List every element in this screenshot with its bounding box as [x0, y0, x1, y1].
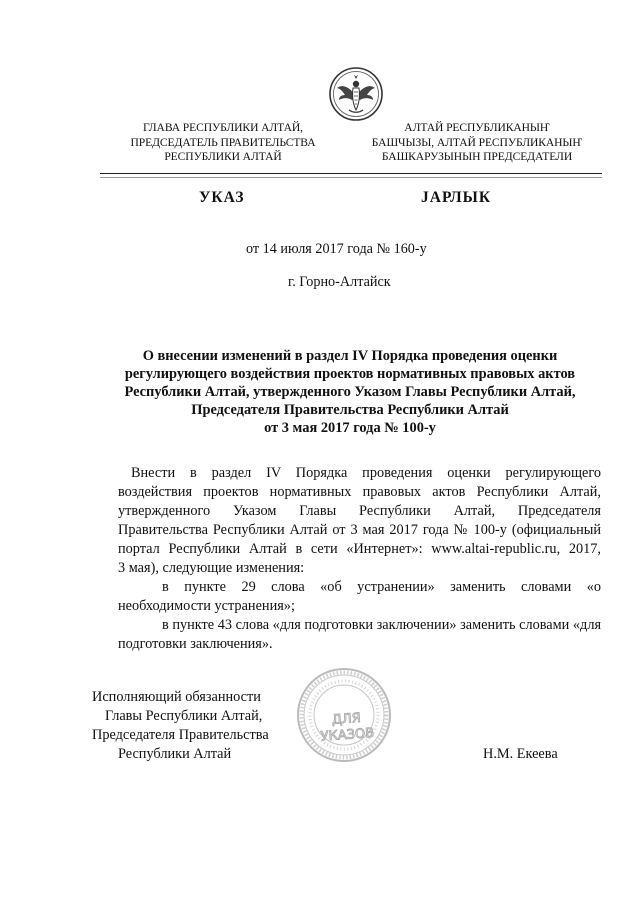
- body-line: подготовки заключения».: [118, 636, 273, 652]
- seal-text-line: ДЛЯ: [331, 710, 362, 728]
- body-line: Правительства Республики Алтай от 3 мая 2017 года № 100-у (официальный: [118, 522, 601, 538]
- header-right-line: БАШЧЫЗЫ, АЛТАЙ РЕСПУБЛИКАНЫҤ: [371, 135, 583, 149]
- altai-coat-of-arms-icon: [327, 66, 385, 122]
- body-line: необходимости устранения»;: [118, 598, 295, 614]
- subject-line: О внесении изменений в раздел IV Порядка проведения оценки: [142, 348, 558, 364]
- header-left-block: [113, 121, 333, 165]
- subject-line: регулирующего воздействия проектов нормативных правовых актов: [124, 366, 576, 382]
- body-line: воздействия проектов нормативных правовых актов Республики Алтай,: [118, 484, 601, 500]
- header-left-line: ГЛАВА РЕСПУБЛИКИ АЛТАЙ,: [143, 121, 303, 134]
- signatory-position-line: Председателя Правительства: [92, 727, 269, 743]
- header-right-line: АЛТАЙ РЕСПУБЛИКАНЫҤ: [404, 121, 550, 134]
- subject-line: от 3 мая 2017 года № 100-у: [264, 420, 436, 436]
- seal-text-line: УКАЗОВ: [320, 725, 375, 745]
- body-line: Внести в раздел IV Порядка проведения оценки регулирующего: [131, 465, 601, 481]
- document-subject: [100, 347, 600, 437]
- body-line: утвержденного Указом Главы Республики Алтай, Председателя: [118, 503, 601, 519]
- header-right-block: [352, 121, 602, 165]
- body-line: в пункте 29 слова «об устранении» заменить словами «о: [162, 579, 601, 595]
- header-divider-thin: [100, 177, 602, 178]
- coat-of-arms-emblem: [327, 66, 385, 122]
- signatory-name: Н.М. Екеева: [483, 746, 558, 762]
- body-line: в пункте 43 слова «для подготовки заключении» заменить словами «для: [162, 617, 602, 633]
- document-date-number: от 14 июля 2017 года № 160-у: [246, 241, 427, 257]
- subject-line: Республики Алтай, утвержденного Указом Главы Республики Алтай,: [124, 384, 576, 400]
- official-seal-stamp-icon: [296, 667, 392, 763]
- signatory-position-line: Республики Алтай: [118, 746, 232, 762]
- body-line: 3 мая), следующие изменения:: [118, 560, 305, 576]
- signatory-position-line: Главы Республики Алтай,: [105, 708, 263, 724]
- header-left-line: ПРЕДСЕДАТЕЛЬ ПРАВИТЕЛЬСТВА: [130, 135, 316, 149]
- document-title-alt: ЈАРЛЫК: [421, 189, 492, 206]
- header-right-line: БАШКАРУЗЫНЫН ПРЕДСЕДАТЕЛИ: [381, 150, 573, 163]
- document-city: г. Горно-Алтайск: [288, 274, 391, 290]
- header-divider: [100, 173, 602, 174]
- official-seal: [296, 667, 392, 763]
- document-title-ru: УКАЗ: [199, 189, 245, 206]
- subject-line: Председателя Правительства Республики Алтай: [191, 402, 509, 418]
- body-line: портал Республики Алтай в сети «Интернет»: www.altai-republic.ru, 2017,: [118, 541, 601, 557]
- signatory-position-line: Исполняющий обязанности: [92, 689, 261, 705]
- header-left-line: РЕСПУБЛИКИ АЛТАЙ: [164, 150, 282, 163]
